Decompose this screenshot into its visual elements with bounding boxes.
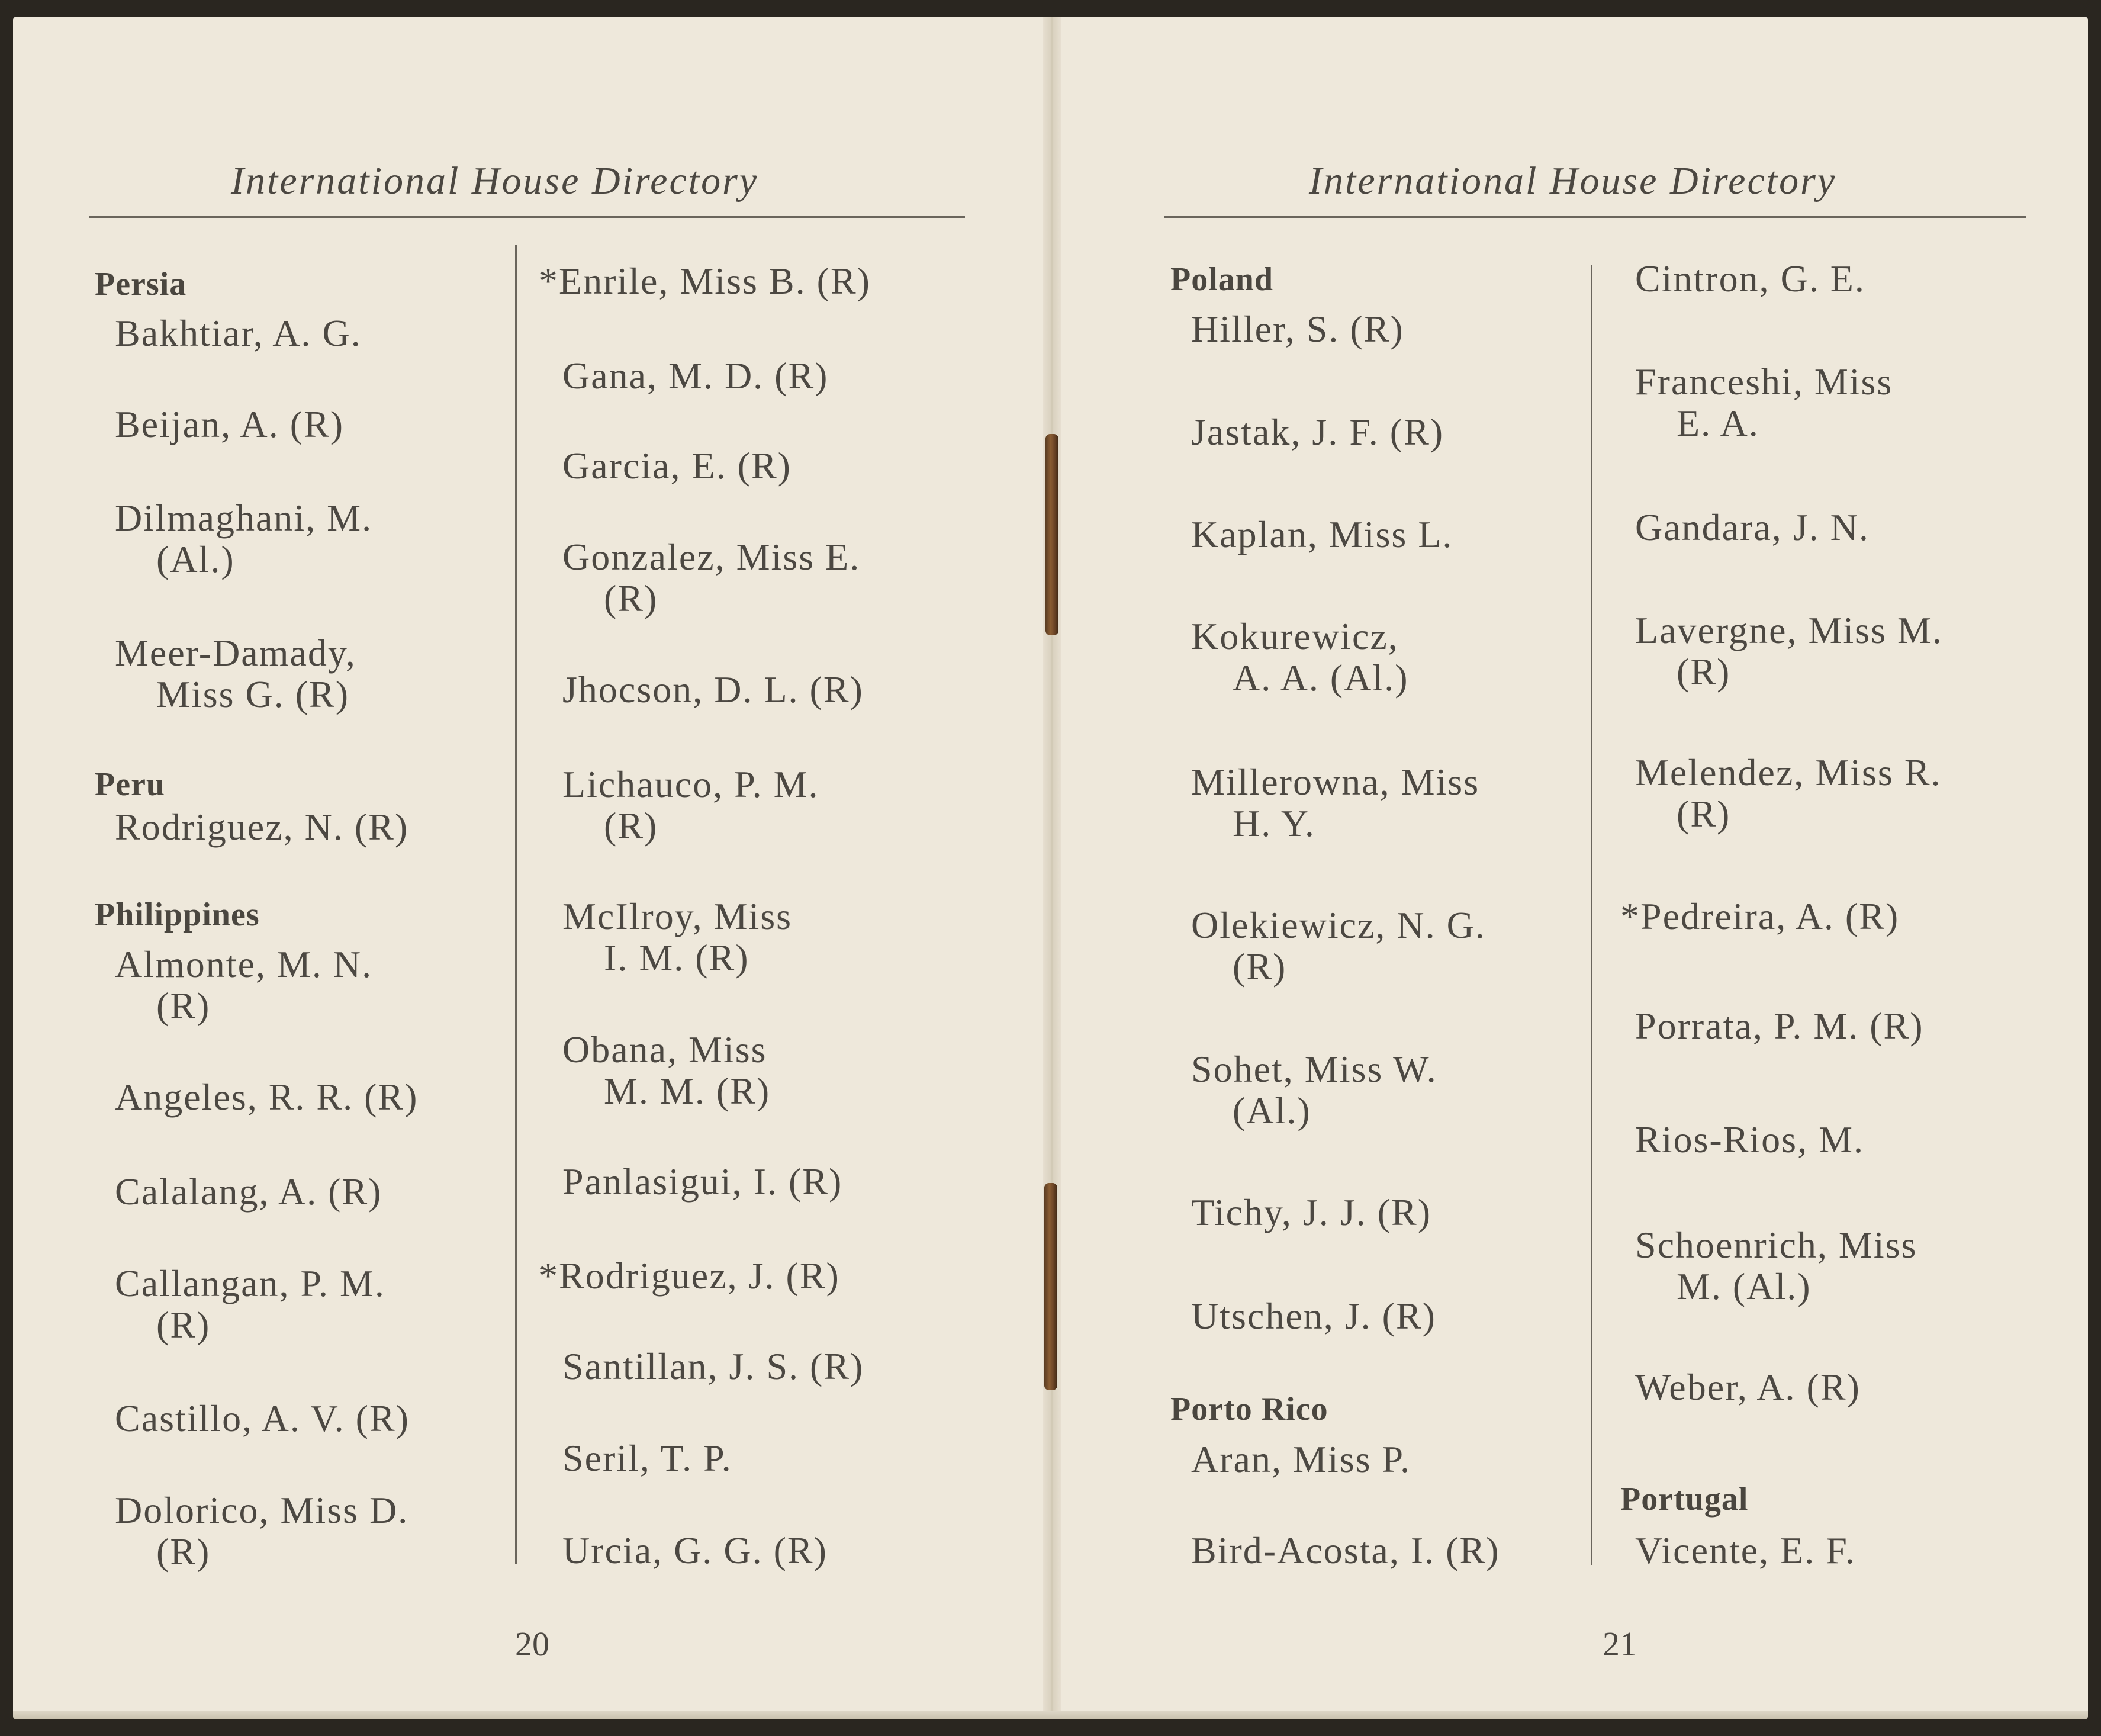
country-heading: Persia <box>95 266 187 303</box>
header-rule <box>89 216 965 218</box>
directory-entry: Gana, M. D. (R) <box>562 355 829 397</box>
directory-entry: Jastak, J. F. (R) <box>1191 411 1444 453</box>
page-number: 20 <box>515 1625 549 1663</box>
directory-entry: Lavergne, Miss M. (R) <box>1635 609 1943 693</box>
directory-entry: Kaplan, Miss L. <box>1191 513 1453 555</box>
directory-entry: Olekiewicz, N. G. (R) <box>1191 904 1486 988</box>
directory-entry: Bird-Acosta, I. (R) <box>1191 1529 1500 1571</box>
page-number: 21 <box>1603 1625 1637 1663</box>
directory-entry: Kokurewicz, A. A. (Al.) <box>1191 615 1409 699</box>
directory-entry: Jhocson, D. L. (R) <box>562 668 864 711</box>
directory-entry: *Rodriguez, J. (R) <box>539 1255 840 1297</box>
column-rule <box>515 245 517 1564</box>
directory-entry: Schoenrich, Miss M. (Al.) <box>1635 1224 1917 1307</box>
directory-entry: Weber, A. (R) <box>1635 1366 1861 1408</box>
directory-entry: Bakhtiar, A. G. <box>115 312 362 354</box>
country-heading: Porto Rico <box>1170 1391 1328 1428</box>
directory-entry: Rodriguez, N. (R) <box>115 806 409 848</box>
directory-entry: Meer-Damady, Miss G. (R) <box>115 632 356 715</box>
directory-entry: Castillo, A. V. (R) <box>115 1397 410 1439</box>
directory-entry: Angeles, R. R. (R) <box>115 1076 419 1118</box>
header-rule <box>1164 216 2026 218</box>
staple <box>1044 1183 1057 1390</box>
left-page <box>13 17 1052 1719</box>
country-heading: Peru <box>95 766 166 803</box>
directory-entry: Vicente, E. F. <box>1635 1529 1856 1571</box>
directory-entry: Hiller, S. (R) <box>1191 308 1404 350</box>
running-head: International House Directory <box>1309 159 1837 202</box>
directory-entry: Obana, Miss M. M. (R) <box>562 1028 771 1112</box>
directory-entry: Cintron, G. E. <box>1635 258 1865 300</box>
directory-entry: Dilmaghani, M. (Al.) <box>115 497 373 580</box>
directory-entry: Millerowna, Miss H. Y. <box>1191 761 1480 844</box>
page-edge <box>13 1711 2088 1719</box>
directory-entry: Porrata, P. M. (R) <box>1635 1005 1924 1047</box>
directory-entry: Utschen, J. (R) <box>1191 1295 1436 1337</box>
booklet-spread <box>13 17 2088 1719</box>
directory-entry: Gonzalez, Miss E. (R) <box>562 536 861 619</box>
directory-entry: Tichy, J. J. (R) <box>1191 1191 1431 1233</box>
directory-entry: Franceshi, Miss E. A. <box>1635 361 1893 444</box>
directory-entry: Rios-Rios, M. <box>1635 1118 1864 1160</box>
directory-entry: Dolorico, Miss D. (R) <box>115 1489 409 1573</box>
staple <box>1045 434 1058 635</box>
directory-entry: Aran, Miss P. <box>1191 1438 1411 1480</box>
country-heading: Portugal <box>1620 1481 1749 1518</box>
directory-entry: *Pedreira, A. (R) <box>1620 895 1900 937</box>
directory-entry: Santillan, J. S. (R) <box>562 1345 864 1387</box>
country-heading: Philippines <box>95 896 260 933</box>
directory-entry: Seril, T. P. <box>562 1437 732 1479</box>
directory-entry: Garcia, E. (R) <box>562 445 792 487</box>
directory-entry: *Enrile, Miss B. (R) <box>539 260 871 302</box>
directory-entry: Lichauco, P. M. (R) <box>562 763 819 847</box>
directory-entry: McIlroy, Miss I. M. (R) <box>562 895 793 979</box>
country-heading: Poland <box>1170 261 1274 298</box>
directory-entry: Urcia, G. G. (R) <box>562 1529 828 1571</box>
directory-entry: Beijan, A. (R) <box>115 403 345 445</box>
column-rule <box>1591 265 1592 1565</box>
running-head: International House Directory <box>231 159 759 202</box>
directory-entry: Calalang, A. (R) <box>115 1171 382 1213</box>
right-page <box>1052 17 2088 1719</box>
gutter <box>1043 17 1061 1719</box>
directory-entry: Gandara, J. N. <box>1635 506 1870 548</box>
directory-entry: Sohet, Miss W. (Al.) <box>1191 1048 1437 1131</box>
directory-entry: Melendez, Miss R. (R) <box>1635 751 1942 835</box>
directory-entry: Callangan, P. M. (R) <box>115 1262 385 1346</box>
directory-entry: Panlasigui, I. (R) <box>562 1160 843 1203</box>
directory-entry: Almonte, M. N. (R) <box>115 943 373 1027</box>
